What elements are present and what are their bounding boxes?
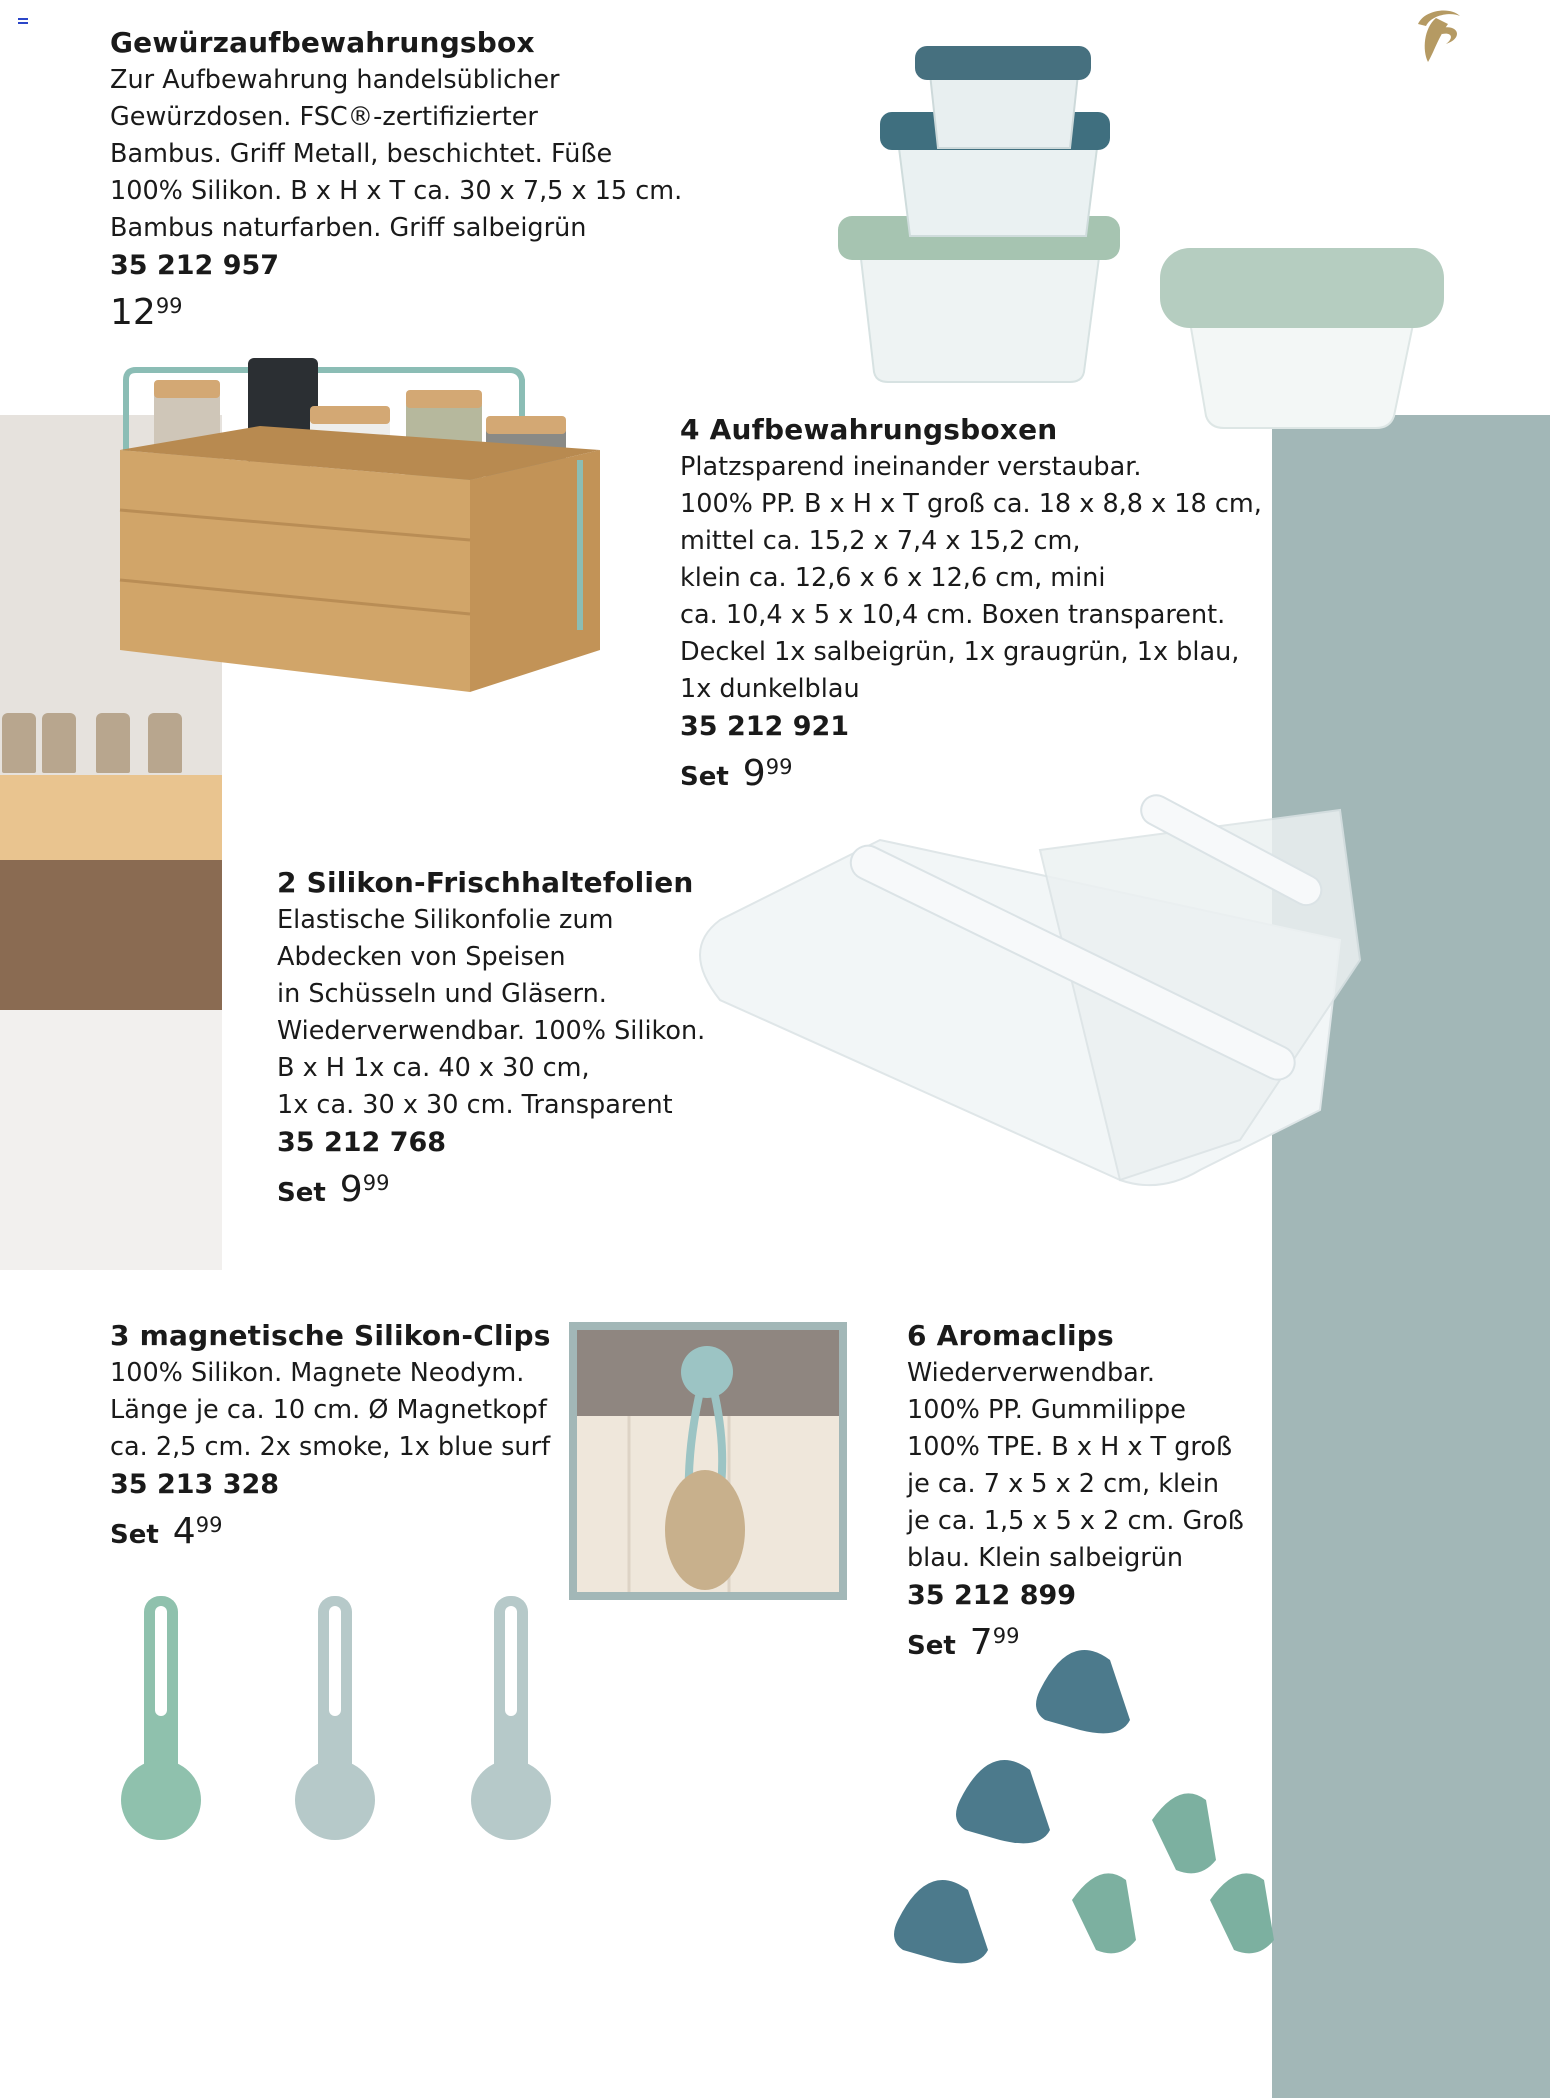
product-aroma-clips — [907, 1317, 1244, 1663]
price-main: 12 — [110, 292, 156, 333]
product-description: Elastische Silikonfolie zum Abdecken von Speisen in Schüsseln und Gläsern. Wiederverwendbar. 100% Silikon. B x H 1x ca. 40 x 30 cm, 1x ca. 30 x 30 cm. Transparent — [277, 905, 706, 1120]
price-cents: 99 — [155, 294, 183, 318]
product-magnetic-clips — [110, 1317, 551, 1552]
price — [110, 1512, 551, 1552]
price — [907, 1623, 1244, 1663]
price-cents: 99 — [992, 1624, 1020, 1648]
magnetic-clips-image — [100, 1590, 580, 1930]
product-description: 100% Silikon. Magnete Neodym. Länge je ca. 10 cm. Ø Magnetkopf ca. 2,5 cm. 2x smoke, 1x blue surf — [110, 1358, 551, 1462]
product-sku: 35 212 899 — [907, 1580, 1077, 1611]
magnetic-clip-photo — [569, 1322, 847, 1600]
price-cents: 99 — [765, 755, 793, 779]
product-title: 6 Aromaclips — [907, 1319, 1114, 1352]
product-description: Wiederverwendbar. 100% PP. Gummilippe 100% TPE. B x H x T groß je ca. 7 x 5 x 2 cm, klein je ca. 1,5 x 5 x 2 cm. Groß blau. Klein salbeigrün — [907, 1358, 1244, 1573]
product-title: 2 Silikon-Frischhaltefolien — [277, 866, 694, 899]
price — [110, 293, 682, 333]
price-main: 7 — [969, 1622, 993, 1663]
price-cents: 99 — [362, 1171, 390, 1195]
product-title: Gewürzaufbewahrungsbox — [110, 26, 535, 59]
product-sku: 35 213 328 — [110, 1469, 280, 1500]
menu-icon — [18, 18, 28, 28]
price-prefix: Set — [907, 1631, 956, 1661]
price-main: 9 — [742, 753, 766, 794]
price-cents: 99 — [195, 1513, 223, 1537]
silicone-film-image — [680, 780, 1380, 1200]
product-storage-boxes — [680, 411, 1262, 794]
storage-boxes-image — [820, 20, 1460, 440]
price-prefix: Set — [680, 762, 729, 792]
product-sku: 35 212 957 — [110, 250, 280, 281]
price-main: 9 — [339, 1169, 363, 1210]
product-description: Zur Aufbewahrung handelsüblicher Gewürzdosen. FSC®-zertifizierter Bambus. Griff Metall, beschichtet. Füße 100% Silikon. B x H x T ca. 30 x 7,5 x 15 cm. Bambus naturfarben. Griff salbeigrün — [110, 65, 683, 243]
price — [680, 754, 1262, 794]
product-spice-box — [110, 24, 682, 333]
spice-box-image — [110, 330, 620, 710]
product-sku: 35 212 768 — [277, 1127, 447, 1158]
price-main: 4 — [172, 1511, 196, 1552]
aroma-clips-image — [880, 1620, 1320, 2000]
product-description: Platzsparend ineinander verstaubar. 100% PP. B x H x T groß ca. 18 x 8,8 x 18 cm, mittel ca. 15,2 x 7,4 x 15,2 cm, klein ca. 12,6 x 6 x 12,6 cm, mini ca. 10,4 x 5 x 10,4 cm. Boxen transparent. Deckel 1x salbeigrün, 1x graugrün, 1x blau, 1x dunkelblau — [680, 452, 1262, 704]
product-title: 4 Aufbewahrungsboxen — [680, 413, 1058, 446]
price — [277, 1170, 705, 1210]
price-prefix: Set — [277, 1178, 326, 1208]
product-silicone-film — [277, 864, 705, 1210]
price-prefix: Set — [110, 1520, 159, 1550]
product-sku: 35 212 921 — [680, 711, 850, 742]
product-title: 3 magnetische Silikon-Clips — [110, 1319, 551, 1352]
